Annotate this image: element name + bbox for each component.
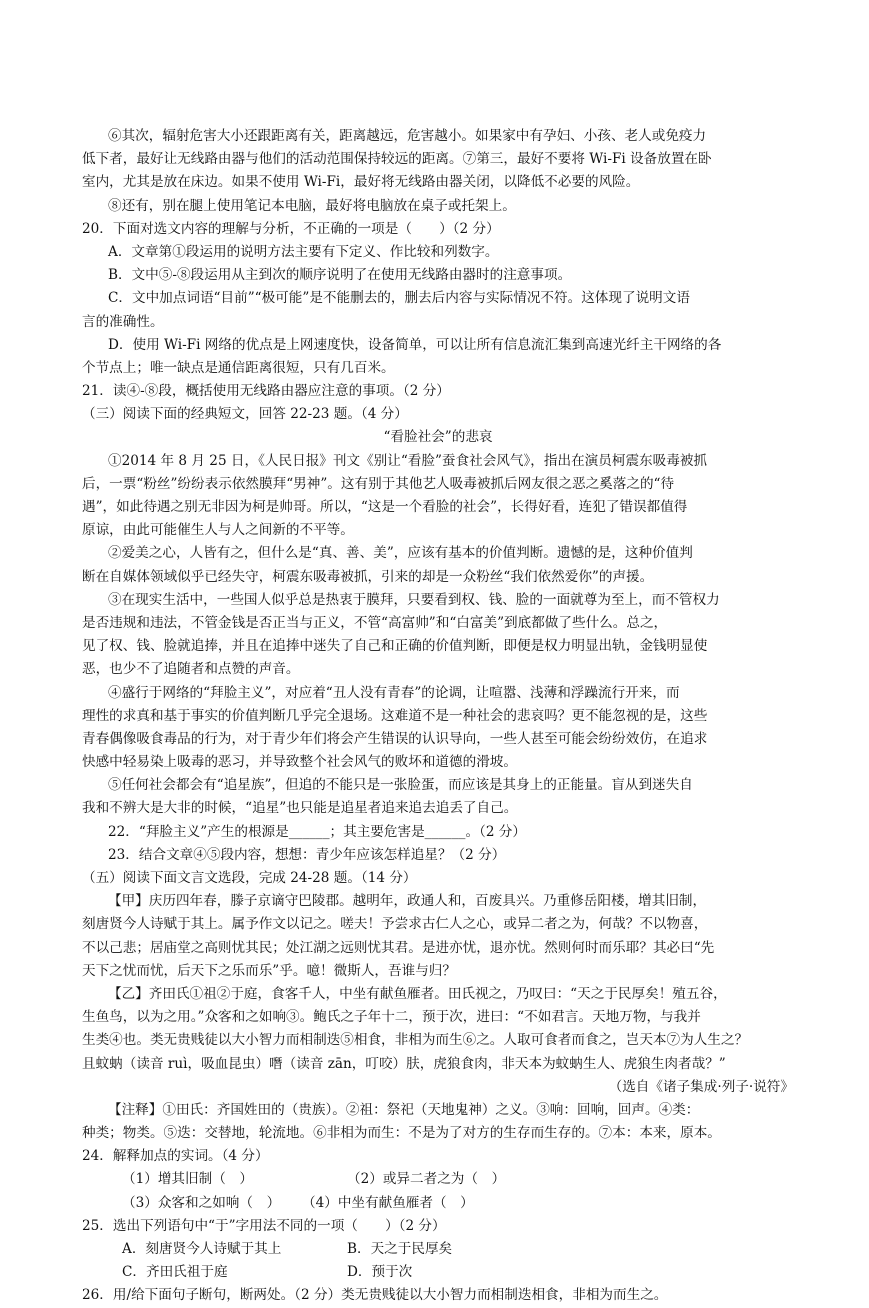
passage-yi-cont: 且蚊蚋（读音 ruì，吸血昆虫）噆（读音 zān，叮咬）肤，虎狼食肉，非天本为蚊蚋生人、虎狼生肉者哉？” [82,1055,726,1072]
source-citation: （选自《诸子集成·列子·说符》 [608,1078,794,1095]
passage-yi: 【乙】齐田氏①祖②于庭，食客千人，中坐有献鱼雁者。田氏视之，乃叹曰：“天之于民厚矣！殖五谷， [108,985,727,1002]
section-5-heading: （五）阅读下面文言文选段，完成 24-28 题。（14 分） [82,870,417,886]
essay-para-5-cont: 我和不辨大是大非的时候，“追星”也只能是追星者追来追去追丢了自己。 [82,800,518,817]
essay-title: “看脸社会”的悲哀 [383,429,493,446]
para-8: ⑧还有，别在腿上使用笔记本电脑，最好将电脑放在桌子或托架上。 [108,197,516,214]
essay-para-2-cont: 断在自媒体领域似乎已经失守，柯震东吸毒被抓，引来的却是一众粉丝“我们依然爱你”的声援。 [82,568,654,585]
q24-item-4: （4）中坐有献鱼雁者（ ） [302,1194,474,1211]
q24-item-2: （2）或异二者之为（ ） [347,1171,506,1188]
essay-para-1: ①2014 年 8 月 25 日，《人民日报》刊文《别让“看脸”蚕食社会风气》，指出在演员柯震东吸毒被抓 [108,452,708,469]
essay-para-4-cont: 青春偶像吸食毒品的行为，对于青少年们将会产生错误的认识导向，一些人甚至可能会纷纷效仿，在追求 [82,730,708,747]
essay-para-1-cont: 后，一票“粉丝”纷纷表示依然膜拜“男神”。这有别于其他艺人吸毒被抓后网友很之恶之奚落之的“待 [82,475,675,492]
essay-para-3: ③在现实生活中，一些国人似乎总是热衷于膜拜，只要看到权、钱、脸的一面就尊为至上，而不管权力 [108,591,720,608]
question-25-row-2 [82,1261,794,1284]
essay-para-5: ⑤任何社会都会有“追星族”，但追的不能只是一张脸蛋，而应该是其身上的正能量。盲从到迷失自 [108,777,693,794]
option-20a: A．文章第①段运用的说明方法主要有下定义、作比较和列数字。 [108,243,499,260]
passage-jia-cont: 天下之忧而忧，后天下之乐而乐”乎。噫！微斯人，吾谁与归？ [82,962,456,979]
question-24: 24．解释加点的实词。（4 分） [82,1148,269,1165]
option-20d: D．使用 Wi-Fi 网络的优点是上网速度快，设备简单，可以让所有信息流汇集到高速光纤主干网络的各 [108,336,722,353]
essay-para-4-cont: 理性的求真和基于事实的价值判断几乎完全退场。这难道不是一种社会的悲哀吗？更不能忽视的是，这些 [82,707,708,724]
essay-para-3-cont: 是否违规和违法，不管金钱是否正当与正义，不管“高富帅”和“白富美”到底都做了些什么。总之， [82,614,668,631]
annotations-cont: 种类；物类。⑤迭：交替地，轮流地。⑥非相为而生：不是为了对方的生存而生存的。⑦本：本来，原本。 [82,1125,721,1142]
passage-yi-cont: 生类④也。类无贵贱徒以大小智力而相制迭⑤相食，非相为而生⑥之。人取可食者而食之，岂天本⑦为人生之？ [82,1032,749,1049]
annotations: 【注释】①田氏：齐国姓田的（贵族）。②祖：祭祀（天地鬼神）之义。③响：回响，回声。④类： [108,1101,700,1118]
question-21: 21．读④-⑧段，概括使用无线路由器应注意的事项。（2 分） [82,383,450,400]
question-22: 22．“拜脸主义”产生的根源是______；其主要危害是______。（2 分） [108,823,526,840]
option-20b: B．文中⑤-⑧段运用从主到次的顺序说明了在使用无线路由器时的注意事项。 [108,267,572,284]
q25-option-a: A．刻唐贤今人诗赋于其上 [122,1241,282,1257]
exam-page [82,125,794,1308]
passage-jia-cont: 刻唐贤今人诗赋于其上。属予作文以记之。嗟夫！予尝求古仁人之心，或异二者之为，何哉？不以物喜， [82,916,708,933]
essay-para-3-cont: 恶，也少不了追随者和点赞的声音。 [82,661,300,678]
option-20d-cont: 个节点上；唯一缺点是通信距离很短，只有几百米。 [82,359,395,376]
question-20: 20．下面对选文内容的理解与分析，不正确的一项是（ ）（2 分） [82,220,500,237]
essay-para-2: ②爱美之心，人皆有之，但什么是“真、善、美”，应该有基本的价值判断。遗憾的是，这种价值判 [108,545,693,562]
option-20c-cont: 言的准确性。 [82,313,164,330]
q25-option-b: B．天之于民厚矣 [347,1241,453,1257]
q24-item-1: （1）增其旧制（ ） [122,1171,253,1188]
question-24-row-2 [82,1192,794,1215]
essay-para-4-cont: 快感中轻易染上吸毒的恶习，并导致整个社会风气的败坏和道德的滑坡。 [82,754,517,771]
question-23: 23．结合文章④⑤段内容，想想：青少年应该怎样追星？（2 分） [108,846,506,863]
passage-jia: 【甲】庆历四年春，滕子京谪守巴陵郡。越明年，政通人和，百废具兴。乃重修岳阳楼，增其旧制， [108,893,707,910]
q25-option-c: C．齐田氏祖于庭 [122,1264,228,1281]
essay-para-4: ④盛行于网络的“拜脸主义”，对应着“丑人没有青春”的论调，让喧嚣、浅薄和浮躁流行开来，而 [108,684,680,701]
question-24-row-1 [82,1168,794,1191]
question-25-row-1 [82,1238,794,1261]
essay-para-3-cont: 见了权、钱、脸就追捧，并且在追捧中迷失了自己和正确的价值判断，即便是权力明显出轨，金钱明显使 [82,638,708,655]
passage-yi-cont: 生鱼鸟，以为之用。”众客和之如响③。鲍氏之子年十二，预于次，进曰：“不如君言。天地万物，与我并 [82,1009,701,1026]
para-6-cont: 室内，尤其是放在床边。如果不使用 Wi-Fi，最好将无线路由器关闭，以降低不必要的风险。 [82,174,640,191]
q24-item-3: （3）众客和之如响（ ） [122,1194,281,1211]
option-20c: C．文中加点词语“目前”“极可能”是不能删去的，删去后内容与实际情况不符。这体现了说明文语 [108,290,690,307]
para-6-cont: 低下者，最好让无线路由器与他们的活动范围保持较远的距离。⑦第三，最好不要将 Wi-Fi 设备放置在卧 [82,151,712,168]
section-3-heading: （三）阅读下面的经典短文，回答 22-23 题。（4 分） [82,406,408,423]
essay-para-1-cont: 遇”，如此待遇之别无非因为柯是帅哥。所以，“这是一个看脸的社会”，长得好看，连犯了错误都值得 [82,499,688,515]
passage-jia-cont: 不以己悲；居庙堂之高则忧其民；处江湖之远则忧其君。是进亦忧，退亦忧。然则何时而乐耶？其必曰“先 [82,939,715,956]
question-25: 25．选出下列语句中“于”字用法不同的一项（ ）（2 分） [82,1217,446,1234]
q25-option-d: D．预于次 [347,1264,413,1281]
question-26: 26．用/给下面句子断句，断两处。（2 分）类无贵贱徒以大小智力而相制迭相食，非相为而生之。 [82,1287,668,1304]
essay-para-1-cont: 原谅，由此可能催生人与人之间新的不平等。 [82,522,354,539]
para-6: ⑥其次，辐射危害大小还跟距离有关，距离越远，危害越小。如果家中有孕妇、小孩、老人或免疫力 [108,128,707,144]
